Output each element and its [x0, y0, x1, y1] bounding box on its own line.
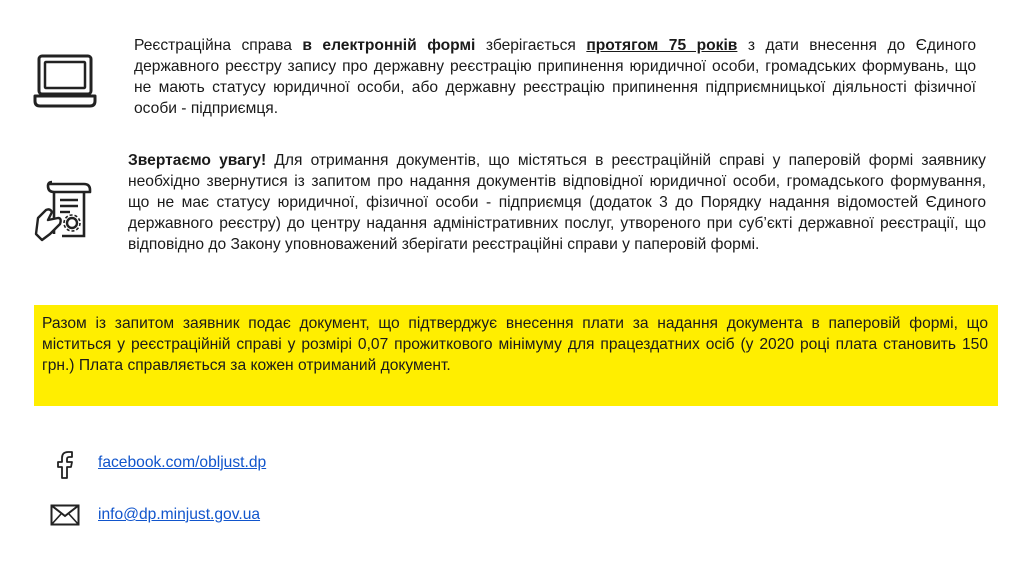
retention-text-3: з дати внесення до Єдиного державного реєстру запису про державну реєстрацію припинення юридичної особи, громадських формувань, що не мають статусу юридичної особи, або державну реєстрацію припинення підприємницької діяльності фізичної особи - підприємця. [134, 37, 977, 117]
fee-text: Разом із запитом заявник подає документ, що підтверджує внесення плати за надання документа в паперовій формі, що міститься у реєстраційній справі у розмірі 0,07 прожиткового мінімуму для працездатних осіб (у 2020 році плата становить 150 грн.) Плата справляється за кожен отриманий документ. [42, 315, 988, 374]
notice-bold-text: Звертаємо увагу! [128, 152, 267, 169]
mail-icon [50, 504, 80, 526]
notice-text: Для отримання документів, що містяться в реєстраційній справі у паперовій формі заявнику необхідно звернутися із запитом про надання документів відповідної юридичної особи, громадського формування, що не має статусу юридичної, фізичної особи - підприємця (додаток 3 до Порядку надання відомостей Єдиного державного реєстру) до центру надання адміністративних послуг, утвореного при суб’єкті державної реєстрації, що відповідно до Закону уповноважений зберігати реєстраційні справи у паперовій формі. [128, 152, 986, 253]
notice-paragraph [128, 150, 986, 255]
facebook-icon [54, 450, 76, 480]
email-link[interactable]: info@dp.minjust.gov.ua [98, 506, 261, 523]
fee-highlight-box [34, 305, 998, 406]
retention-bold-text: в електронній формі [302, 37, 476, 54]
retention-period-text: протягом 75 років [586, 37, 738, 54]
retention-text-2: зберігається [475, 37, 587, 54]
facebook-link[interactable]: facebook.com/obljust.dp [98, 454, 267, 471]
retention-paragraph [134, 35, 976, 119]
retention-text-1: Реєстраційна справа [134, 37, 303, 54]
certificate-icon [32, 178, 98, 246]
laptop-icon [33, 52, 97, 110]
